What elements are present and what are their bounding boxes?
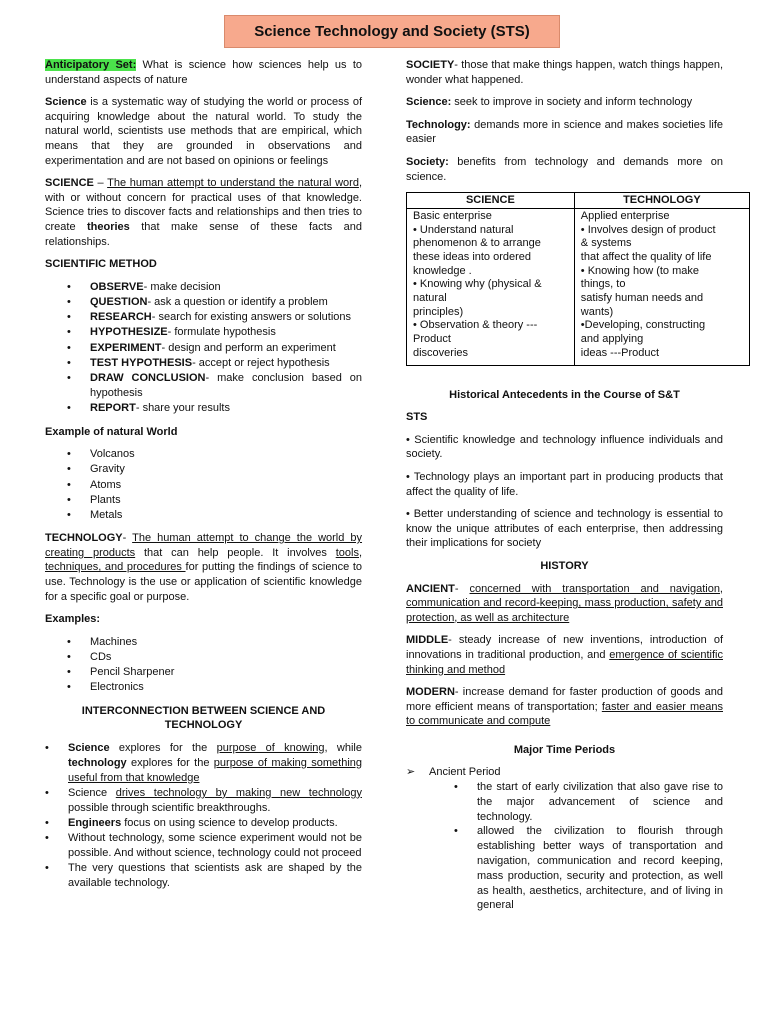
natural-world-heading: Example of natural World <box>45 425 178 438</box>
society-definition: SOCIETY- those that make things happen, watch things happen, wonder what happened. <box>406 59 723 86</box>
list-item: • CDs <box>45 650 362 665</box>
scientific-method-list <box>45 280 362 417</box>
list-item: • Volcanos <box>45 447 362 462</box>
right-column <box>406 58 723 921</box>
sts-label: STS <box>406 411 428 424</box>
sts-point: • Technology plays an important part in producing products that affect the quality of life. <box>406 470 723 498</box>
society-role: Society: benefits from technology and demands more on science. <box>406 155 723 183</box>
list-item: • DRAW CONCLUSION- make conclusion based on hypothesis <box>45 371 362 401</box>
list-item: • allowed the civilization to flourish through establishing better ways of transportation and navigation, communication and record keeping, mass production, security and protection, as well as health, aesthetics, architecture, and of living in general <box>406 824 723 913</box>
technology-definition: TECHNOLOGY- The human attempt to change the world by creating products that can help people. It involves tools, techniques, and procedures for putting the findings of science to use. Technology is the use or application of scientific knowledge for a specific goal or purpose. <box>45 532 363 603</box>
science-definition: Science is a systematic way of studying the world or process of acquiring knowledge about the natural world. To study the natural world, scientists use methods that are empirical, which means that they are grounded in observations and experimentation and are not based on opinions or feelings <box>45 96 362 167</box>
sts-point: • Better understanding of science and technology is essential to know the unique attributes of each enterprise, then addressing their implications for society <box>406 508 723 550</box>
ancient-period-list <box>406 780 723 913</box>
interconnection-list <box>45 741 362 891</box>
science-technology-table <box>406 192 750 365</box>
time-periods-heading: Major Time Periods <box>513 743 616 756</box>
list-item: • OBSERVE- make decision <box>45 280 362 295</box>
technology-role: Technology: demands more in science and makes societies life easier <box>406 118 723 146</box>
sts-point: • Scientific knowledge and technology influence individuals and society. <box>406 433 723 461</box>
history-heading: HISTORY <box>540 559 589 572</box>
historical-heading: Historical Antecedents in the Course of S&T <box>449 388 680 401</box>
list-item: • Plants <box>45 493 362 508</box>
list-item: • TEST HYPOTHESIS- accept or reject hypothesis <box>45 356 362 371</box>
anticipatory-set: Anticipatory Set: What is science how sciences help us to understand aspects of nature <box>45 59 362 86</box>
left-column <box>45 58 362 899</box>
list-item: • Science explores for the purpose of knowing, while technology explores for the purpose of making something useful from that knowledge <box>45 741 362 786</box>
table-cell-technology: Applied enterprise • Involves design of product & systems that affect the quality of life • Knowing how (to make things, to satisfy human needs and wants) •Developing, constructing and applying ideas ---Product <box>574 208 749 365</box>
list-item: • Engineers focus on using science to develop products. <box>45 816 362 831</box>
list-item: • Pencil Sharpener <box>45 665 362 680</box>
middle-history: MIDDLE- steady increase of new inventions, introduction of innovations in traditional production, and emergence of scientific thinking and method <box>406 634 723 676</box>
scientific-method-heading: SCIENTIFIC METHOD <box>45 258 157 271</box>
list-item: • HYPOTHESIZE- formulate hypothesis <box>45 325 362 340</box>
list-item: • RESEARCH- search for existing answers or solutions <box>45 310 362 325</box>
list-item: • the start of early civilization that also gave rise to the major advancement of science and technology. <box>406 780 723 824</box>
table-header: SCIENCE <box>407 193 575 209</box>
list-item: • Machines <box>45 635 362 650</box>
ancient-period-item: ➢ Ancient Period <box>406 765 723 780</box>
science-caps-definition: SCIENCE – The human attempt to understand the natural word, with or without concern for practical uses of that knowledge. Science tries to discover facts and relationships and then tries to create theories that make sense of these facts and relationships. <box>45 177 362 248</box>
examples-list <box>45 635 362 696</box>
list-item: • The very questions that scientists ask are shaped by the available technology. <box>45 861 362 891</box>
list-item: • QUESTION- ask a question or identify a problem <box>45 295 362 310</box>
page-title: Science Technology and Society (STS) <box>224 15 560 48</box>
list-item: • EXPERIMENT- design and perform an experiment <box>45 341 362 356</box>
list-item: • Electronics <box>45 680 362 695</box>
table-header: TECHNOLOGY <box>574 193 749 209</box>
list-item: • REPORT- share your results <box>45 401 362 416</box>
list-item: • Science drives technology by making new technology possible through scientific breakthroughs. <box>45 786 362 816</box>
modern-history: MODERN- increase demand for faster production of goods and more efficient means of transportation; faster and easier means to communicate and compute <box>406 686 723 728</box>
table-cell-science: Basic enterprise • Understand natural phenomenon & to arrange these ideas into ordered knowledge . • Knowing why (physical & natural principles) • Observation & theory --- Product discoveries <box>407 208 575 365</box>
list-item: • Without technology, some science experiment would not be possible. And without science, technology could not proceed <box>45 831 362 861</box>
list-item: • Atoms <box>45 478 362 493</box>
ancient-history: ANCIENT- concerned with transportation and navigation, communication and record-keeping, mass production, safety and protection, as well as architecture <box>406 582 723 624</box>
examples-heading: Examples: <box>45 613 101 626</box>
natural-world-list <box>45 447 362 523</box>
list-item: • Gravity <box>45 462 362 477</box>
science-role: Science: seek to improve in society and inform technology <box>406 96 693 109</box>
list-item: • Metals <box>45 508 362 523</box>
anticipatory-label: Anticipatory Set: <box>45 59 137 71</box>
interconnection-heading: INTERCONNECTION BETWEEN SCIENCE AND TECHNOLOGY <box>81 704 326 732</box>
